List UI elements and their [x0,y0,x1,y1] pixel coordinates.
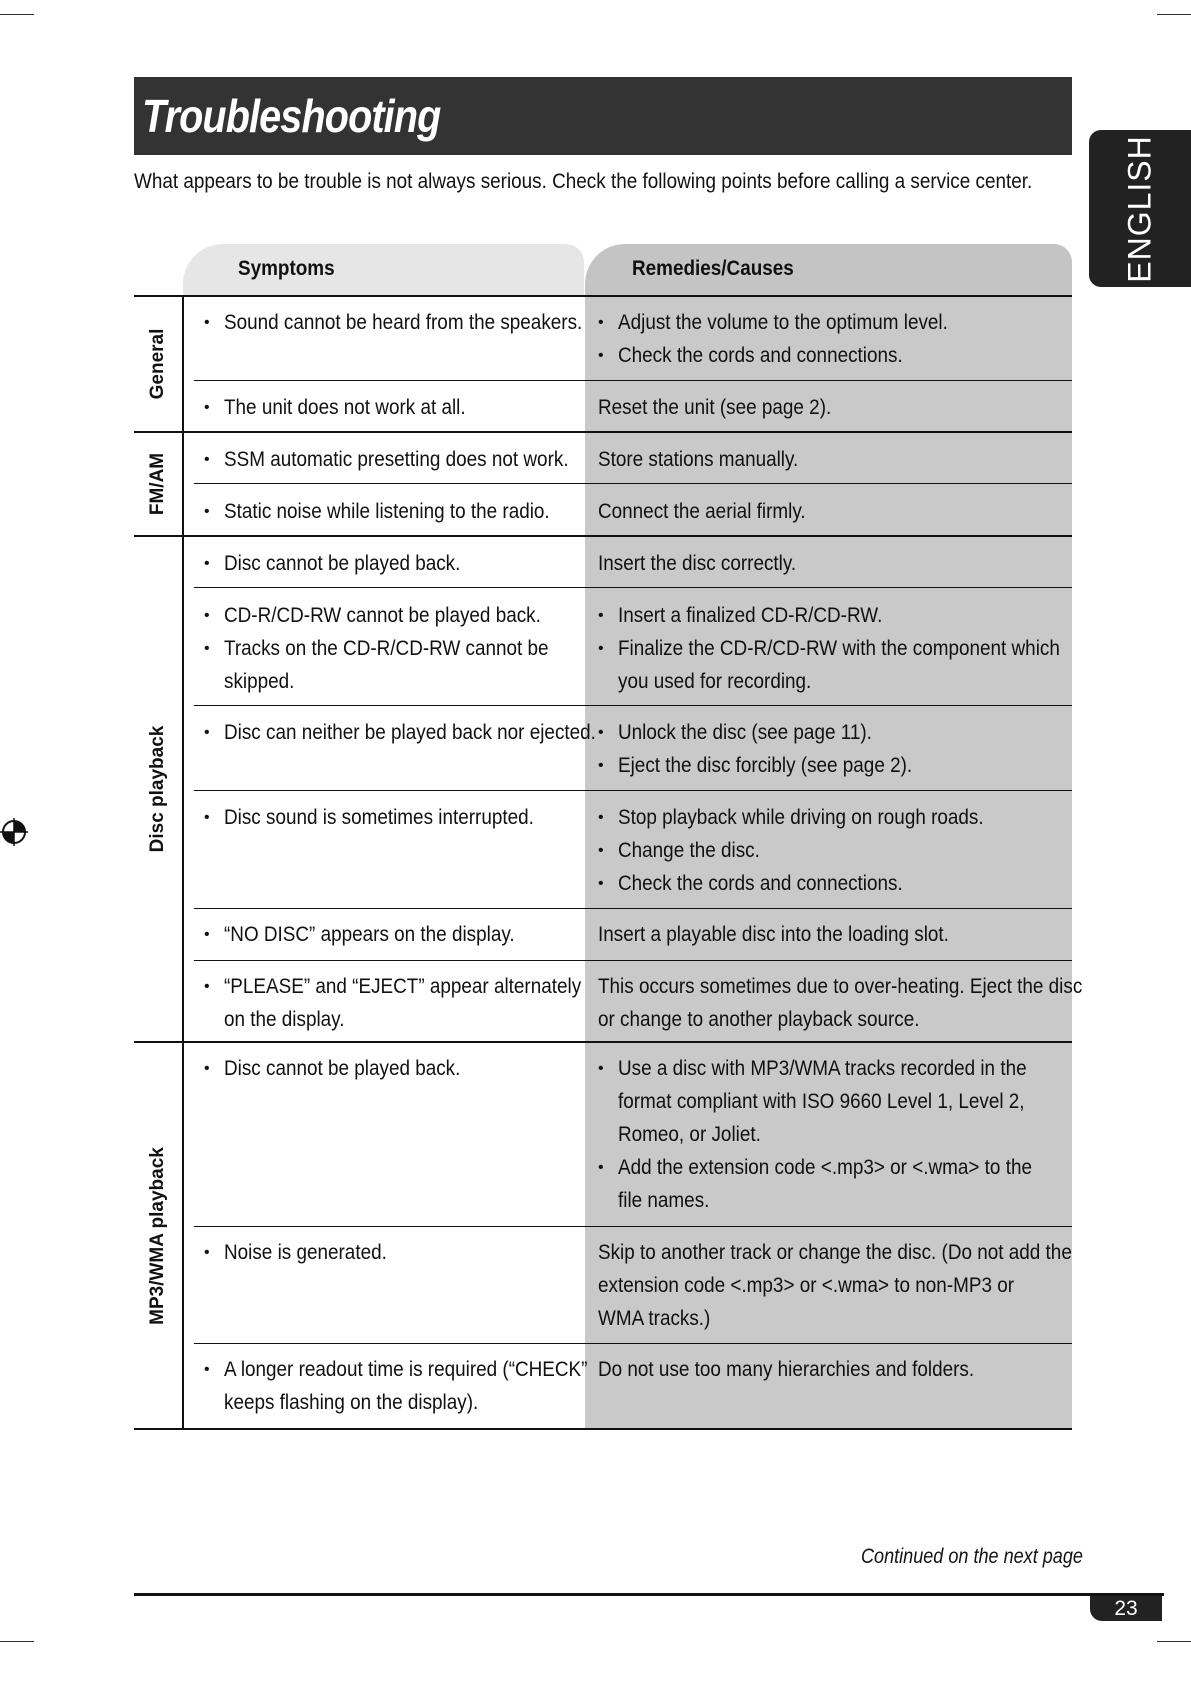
remedy-cell [598,547,818,580]
symptom-text: A longer readout time is required (“CHECK” [224,1358,588,1381]
symptom-cell [204,918,547,951]
remedy-text: Use a disc with MP3/WMA tracks recorded in the [618,1057,1027,1080]
symptom-text: The unit does not work at all. [224,396,466,419]
remedy-cell [598,1052,1078,1217]
row-divider [194,790,1072,791]
category-label: MP3/WMA playback [147,1146,168,1325]
remedy-text: Store stations manually. [598,448,799,471]
category-label: Disc playback [147,725,168,853]
crop-mark [1157,14,1191,15]
table-bottom-rule [134,1428,1072,1430]
symptom-cell [204,1353,628,1419]
symptom-cell [204,1052,487,1085]
section-rule [134,431,1072,433]
remedies-header [585,244,1072,296]
remedy-text: you used for recording. [618,670,812,693]
symptom-text: skipped. [224,670,295,693]
page-number: 23 [1090,1596,1162,1621]
symptom-text: Disc cannot be played back. [224,1057,461,1080]
section-rule [134,535,1072,537]
symptom-cell [204,547,487,580]
remedy-text: Insert a finalized CD-R/CD-RW. [618,604,883,627]
title-bar [134,77,1072,155]
remedy-cell [598,443,821,476]
symptom-text: keeps flashing on the display). [224,1391,479,1414]
symptom-text: Tracks on the CD-R/CD-RW cannot be [224,637,549,660]
language-tab [1089,130,1191,287]
remedy-cell [598,1353,1016,1386]
footer-rule [134,1593,1164,1596]
symptom-text: “NO DISC” appears on the display. [224,923,515,946]
crop-mark [0,14,34,15]
symptom-text: CD-R/CD-RW cannot be played back. [224,604,541,627]
symptoms-header-label: Symptoms [238,257,335,280]
row-divider [194,1226,1072,1227]
category-label: FM/AM [147,452,168,516]
remedy-cell [598,801,1024,900]
remedy-text: Do not use too many hierarchies and folders. [598,1358,975,1381]
remedy-cell [598,1236,1124,1335]
remedy-text: Connect the aerial firmly. [598,500,806,523]
category-mp3-wma-playback [134,1042,184,1429]
remedy-text: file names. [618,1189,710,1212]
remedy-cell [598,495,829,528]
remedy-text: Romeo, or Joliet. [618,1123,761,1146]
row-divider [194,380,1072,381]
table-top-rule [134,295,1072,297]
remedy-text: extension code <.mp3> or <.wma> to non-MP3 or [598,1274,1015,1297]
row-divider [194,1343,1072,1344]
symptom-cell [204,443,607,476]
remedy-text: Skip to another track or change the disc. (Do not add the [598,1241,1072,1264]
remedy-text: WMA tracks.) [598,1307,711,1330]
row-divider [194,960,1072,961]
category-label: General [147,328,168,400]
remedy-cell [598,306,985,372]
symptom-text: on the display. [224,1008,345,1031]
row-divider [194,483,1072,484]
row-divider [194,908,1072,909]
remedy-text: Reset the unit (see page 2). [598,396,832,419]
crop-mark [0,1641,34,1642]
category-general [134,296,184,432]
remedy-text: Adjust the volume to the optimum level. [618,311,948,334]
remedy-text: Check the cords and connections. [618,344,903,367]
crop-mark [1157,1641,1191,1642]
symptom-text: Disc can neither be played back nor ejected. [224,721,596,744]
remedy-cell [598,970,1136,1036]
remedies-header-label: Remedies/Causes [632,257,794,280]
language-tab-label: ENGLISH [1121,134,1158,283]
symptom-cell [204,599,585,698]
category-fmam [134,432,184,536]
symptom-text: Disc cannot be played back. [224,552,461,575]
symptom-cell [204,970,621,1036]
section-rule [134,1041,1072,1043]
symptom-text: Noise is generated. [224,1241,387,1264]
remedy-text: Stop playback while driving on rough roads. [618,806,984,829]
symptom-cell [204,391,492,424]
remedy-text: Change the disc. [618,839,760,862]
symptom-cell [204,1236,405,1269]
symptoms-header [183,244,584,296]
remedy-text: or change to another playback source. [598,1008,920,1031]
symptom-cell [204,306,622,339]
intro-text: What appears to be trouble is not always serious. Check the following points before calling a service center. [134,170,1033,193]
remedy-text: Insert a playable disc into the loading slot. [598,923,949,946]
remedy-text: Finalize the CD-R/CD-RW with the component which [618,637,1060,660]
remedy-text: Add the extension code <.mp3> or <.wma> to the [618,1156,1032,1179]
remedy-text: Eject the disc forcibly (see page 2). [618,754,913,777]
remedy-text: Insert the disc correctly. [598,552,797,575]
row-divider [194,705,1072,706]
symptom-text: SSM automatic presetting does not work. [224,448,569,471]
symptom-cell [204,801,568,834]
remedy-cell [598,391,857,424]
registration-mark-icon [0,818,28,846]
remedy-cell [598,599,1109,698]
symptom-text: Disc sound is sometimes interrupted. [224,806,534,829]
symptom-text: Sound cannot be heard from the speakers. [224,311,583,334]
category-disc-playback [134,536,184,1042]
remedy-text: Unlock the disc (see page 11). [618,721,872,744]
symptom-text: Static noise while listening to the radio. [224,500,550,523]
row-divider [194,587,1072,588]
symptom-text: “PLEASE” and “EJECT” appear alternately [224,975,582,998]
page-title: Troubleshooting [142,90,441,142]
remedy-text: Check the cords and connections. [618,872,903,895]
remedy-cell [598,918,988,951]
continued-note: Continued on the next page [861,1545,1083,1568]
symptom-cell [204,716,637,749]
remedy-text: This occurs sometimes due to over-heating. Eject the disc [598,975,1083,998]
remedy-text: format compliant with ISO 9660 Level 1, Level 2, [618,1090,1025,1113]
symptom-cell [204,495,586,528]
remedy-cell [598,716,945,782]
